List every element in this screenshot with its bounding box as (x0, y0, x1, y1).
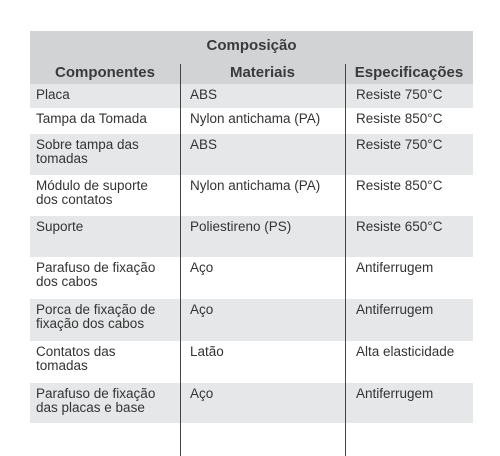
cell-componente: Módulo de suporte dos contatos (36, 178, 148, 207)
composition-table (30, 31, 473, 423)
table-row (30, 108, 473, 134)
column-divider (180, 64, 181, 456)
header-componentes: Componentes (54, 64, 155, 81)
table-row (30, 299, 473, 341)
cell-especificacao: Alta elasticidade (356, 344, 455, 359)
cell-componente: Placa (36, 87, 70, 102)
cell-material: ABS (190, 87, 218, 102)
cell-especificacao: Resiste 750°C (356, 87, 443, 102)
table-title: Composição (206, 37, 297, 54)
cell-material: Latão (190, 344, 224, 359)
cell-componente: Parafuso de fixação dos cabos (36, 260, 156, 289)
header-materiais: Materiais (229, 64, 296, 81)
cell-componente: Contatos das tomadas (36, 344, 116, 373)
table-row (30, 341, 473, 383)
cell-especificacao: Resiste 850°C (356, 178, 443, 193)
cell-especificacao: Antiferrugem (356, 386, 434, 401)
table-row (30, 257, 473, 299)
cell-componente: Tampa da Tomada (36, 111, 147, 126)
cell-especificacao: Resiste 750°C (356, 137, 443, 152)
cell-material: Aço (190, 260, 214, 275)
cell-material: Nylon antichama (PA) (190, 178, 321, 193)
cell-componente: Parafuso de fixação das placas e base (36, 386, 156, 415)
table-row (30, 175, 473, 216)
cell-especificacao: Resiste 650°C (356, 219, 443, 234)
table-row (30, 216, 473, 257)
cell-componente: Porca de fixação de fixação dos cabos (36, 302, 156, 331)
cell-especificacao: Resiste 850°C (356, 111, 443, 126)
cell-material: Aço (190, 386, 214, 401)
cell-especificacao: Antiferrugem (356, 260, 434, 275)
column-divider (345, 64, 346, 456)
cell-componente: Suporte (36, 219, 84, 234)
cell-material: ABS (190, 137, 218, 152)
table-row (30, 383, 473, 423)
table-row (30, 134, 473, 175)
cell-especificacao: Antiferrugem (356, 302, 434, 317)
cell-componente: Sobre tampa das tomadas (36, 137, 139, 166)
cell-material: Aço (190, 302, 214, 317)
cell-material: Nylon antichama (PA) (190, 111, 321, 126)
cell-material: Poliestireno (PS) (190, 219, 292, 234)
table-row (30, 84, 473, 108)
header-especificacoes: Especificações (354, 64, 464, 81)
table-header (30, 31, 473, 84)
